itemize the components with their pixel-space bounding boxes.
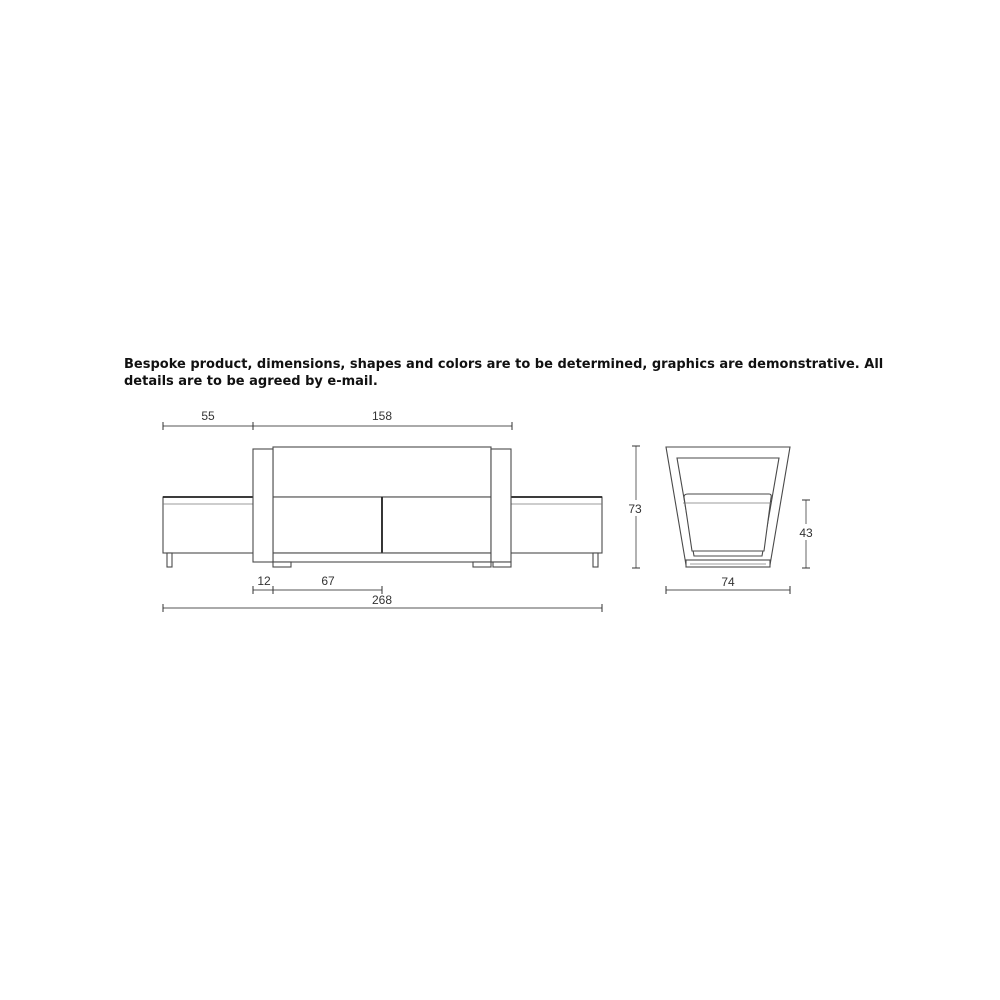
disclaimer-line-1: Bespoke product, dimensions, shapes and colors are to be determined, graphics are demonstrative. All [124,357,884,372]
front-view [163,447,602,567]
armchair-seat-cushion [684,494,771,551]
armchair-base [686,560,770,567]
disclaimer-line-2: details are to be agreed by e-mail. [124,374,378,389]
dim-label-left-chaise: 55 [201,409,215,423]
side-view [666,447,790,567]
foot-left [167,553,172,567]
dim-label-height: 73 [628,502,642,516]
armrest-left [253,449,273,562]
foot-sofa-right [493,562,511,567]
armrest-right [491,449,511,562]
dim-label-total-width: 268 [371,593,393,607]
sofa-base [273,553,491,562]
dim-label-arm-width: 12 [257,574,271,588]
dim-label-depth: 74 [721,575,735,589]
dim-label-center-width: 158 [371,409,393,423]
dim-label-seat-width: 67 [321,574,335,588]
seat-cushion-right [382,497,491,553]
dim-label-seat-height: 43 [799,526,813,540]
backrest [273,447,491,497]
foot-sofa-left [273,562,291,567]
foot-sofa-mid [473,562,491,567]
seat-cushion-left [273,497,382,553]
foot-right [593,553,598,567]
